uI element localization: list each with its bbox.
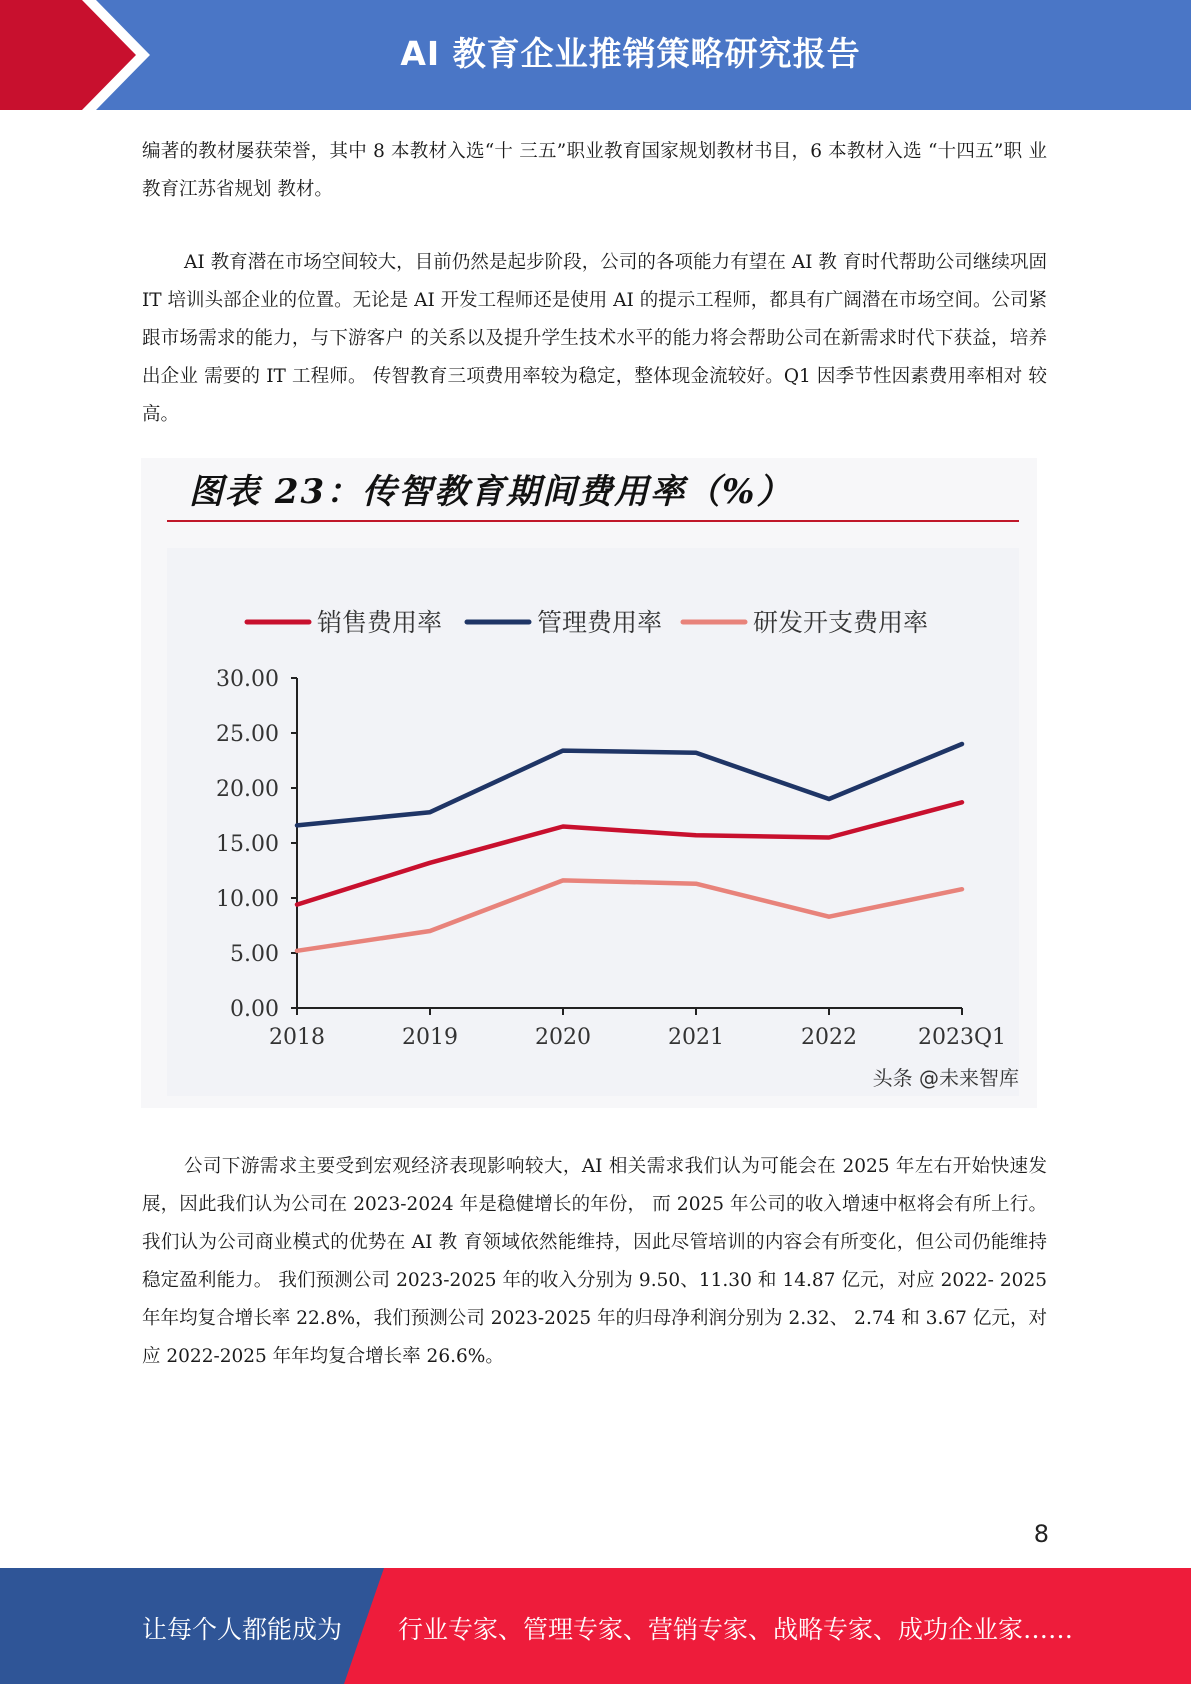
y-tick-label: 10.00	[216, 887, 279, 912]
paragraph-2: AI 教育潜在市场空间较大，目前仍然是起步阶段，公司的各项能力有望在 AI 教 育时代帮助公司继续巩固 IT 培训头部企业的位置。无论是 AI 开发工程师还是使用 AI 的提示工程师，都具有广阔潜在市场空间。公司紧跟市场需求的能力，与下游客户 的关系以及提升学生技术水平的能力将会帮助公司在新需求时代下获益，培养出企业 需要的 IT 工程师。 传智教育三项费用率较为稳定，整体现金流较好。Q1 因季节性因素费用率相对 较高。	[142, 252, 1047, 425]
report-title: AI 教育企业推销策略研究报告	[400, 34, 861, 73]
x-tick-label: 2018	[269, 1025, 325, 1050]
y-tick-label: 25.00	[216, 722, 279, 747]
y-tick-label: 0.00	[230, 997, 279, 1022]
y-tick-label: 20.00	[216, 777, 279, 802]
footer-slogan-right: 行业专家、管理专家、营销专家、战略专家、成功企业家……	[398, 1615, 1074, 1644]
chart-title-rule	[167, 520, 1019, 522]
legend-label: 研发开支费用率	[753, 608, 929, 637]
legend-label: 销售费用率	[317, 608, 443, 637]
chart-title: 图表 23：传智教育期间费用率（%）	[189, 472, 793, 512]
x-tick-label: 2019	[402, 1025, 458, 1050]
footer-slogan-left: 让每个人都能成为	[142, 1615, 343, 1644]
series-line	[297, 744, 962, 825]
line-chart	[167, 548, 1019, 1096]
paragraph-1: 编著的教材屡获荣誉，其中 8 本教材入选“十 三五”职业教育国家规划教材书目，6 本教材入选 “十四五”职 业教育江苏省规划 教材。	[142, 141, 1047, 200]
x-tick-label: 2020	[535, 1025, 591, 1050]
y-tick-label: 5.00	[230, 942, 279, 967]
y-tick-label: 30.00	[216, 667, 279, 692]
page-footer	[0, 1568, 1191, 1684]
x-tick-label: 2022	[801, 1025, 857, 1050]
page-header	[0, 0, 1191, 110]
chart-plot-panel	[167, 548, 1019, 1096]
legend-label: 管理费用率	[537, 608, 663, 637]
paragraph-3: 公司下游需求主要受到宏观经济表现影响较大，AI 相关需求我们认为可能会在 2025 年左右开始快速发展，因此我们认为公司在 2023-2024 年是稳健增长的年份， 而 2025 年公司的收入增速中枢将会有所上行。我们认为公司商业模式的优势在 AI 教 育领域依然能维持，因此尽管培训的内容会有所变化，但公司仍能维持稳定盈利能力。 我们预测公司 2023-2025 年的收入分别为 9.50、11.30 和 14.87 亿元，对应 2022- 2025 年年均复合增长率 22.8%，我们预测公司 2023-2025 年的归母净利润分别为 2.32、 2.74 和 3.67 亿元，对应 2022-2025 年年均复合增长率 26.6%。	[142, 1156, 1047, 1367]
x-tick-label: 2023Q1	[917, 1025, 1007, 1050]
y-tick-label: 15.00	[216, 832, 279, 857]
x-tick-label: 2021	[668, 1025, 724, 1050]
watermark: 头条 @未来智库	[872, 1066, 1019, 1090]
page-number: 8	[1033, 1520, 1049, 1548]
chart-figure	[141, 458, 1037, 1108]
series-line	[297, 880, 962, 950]
